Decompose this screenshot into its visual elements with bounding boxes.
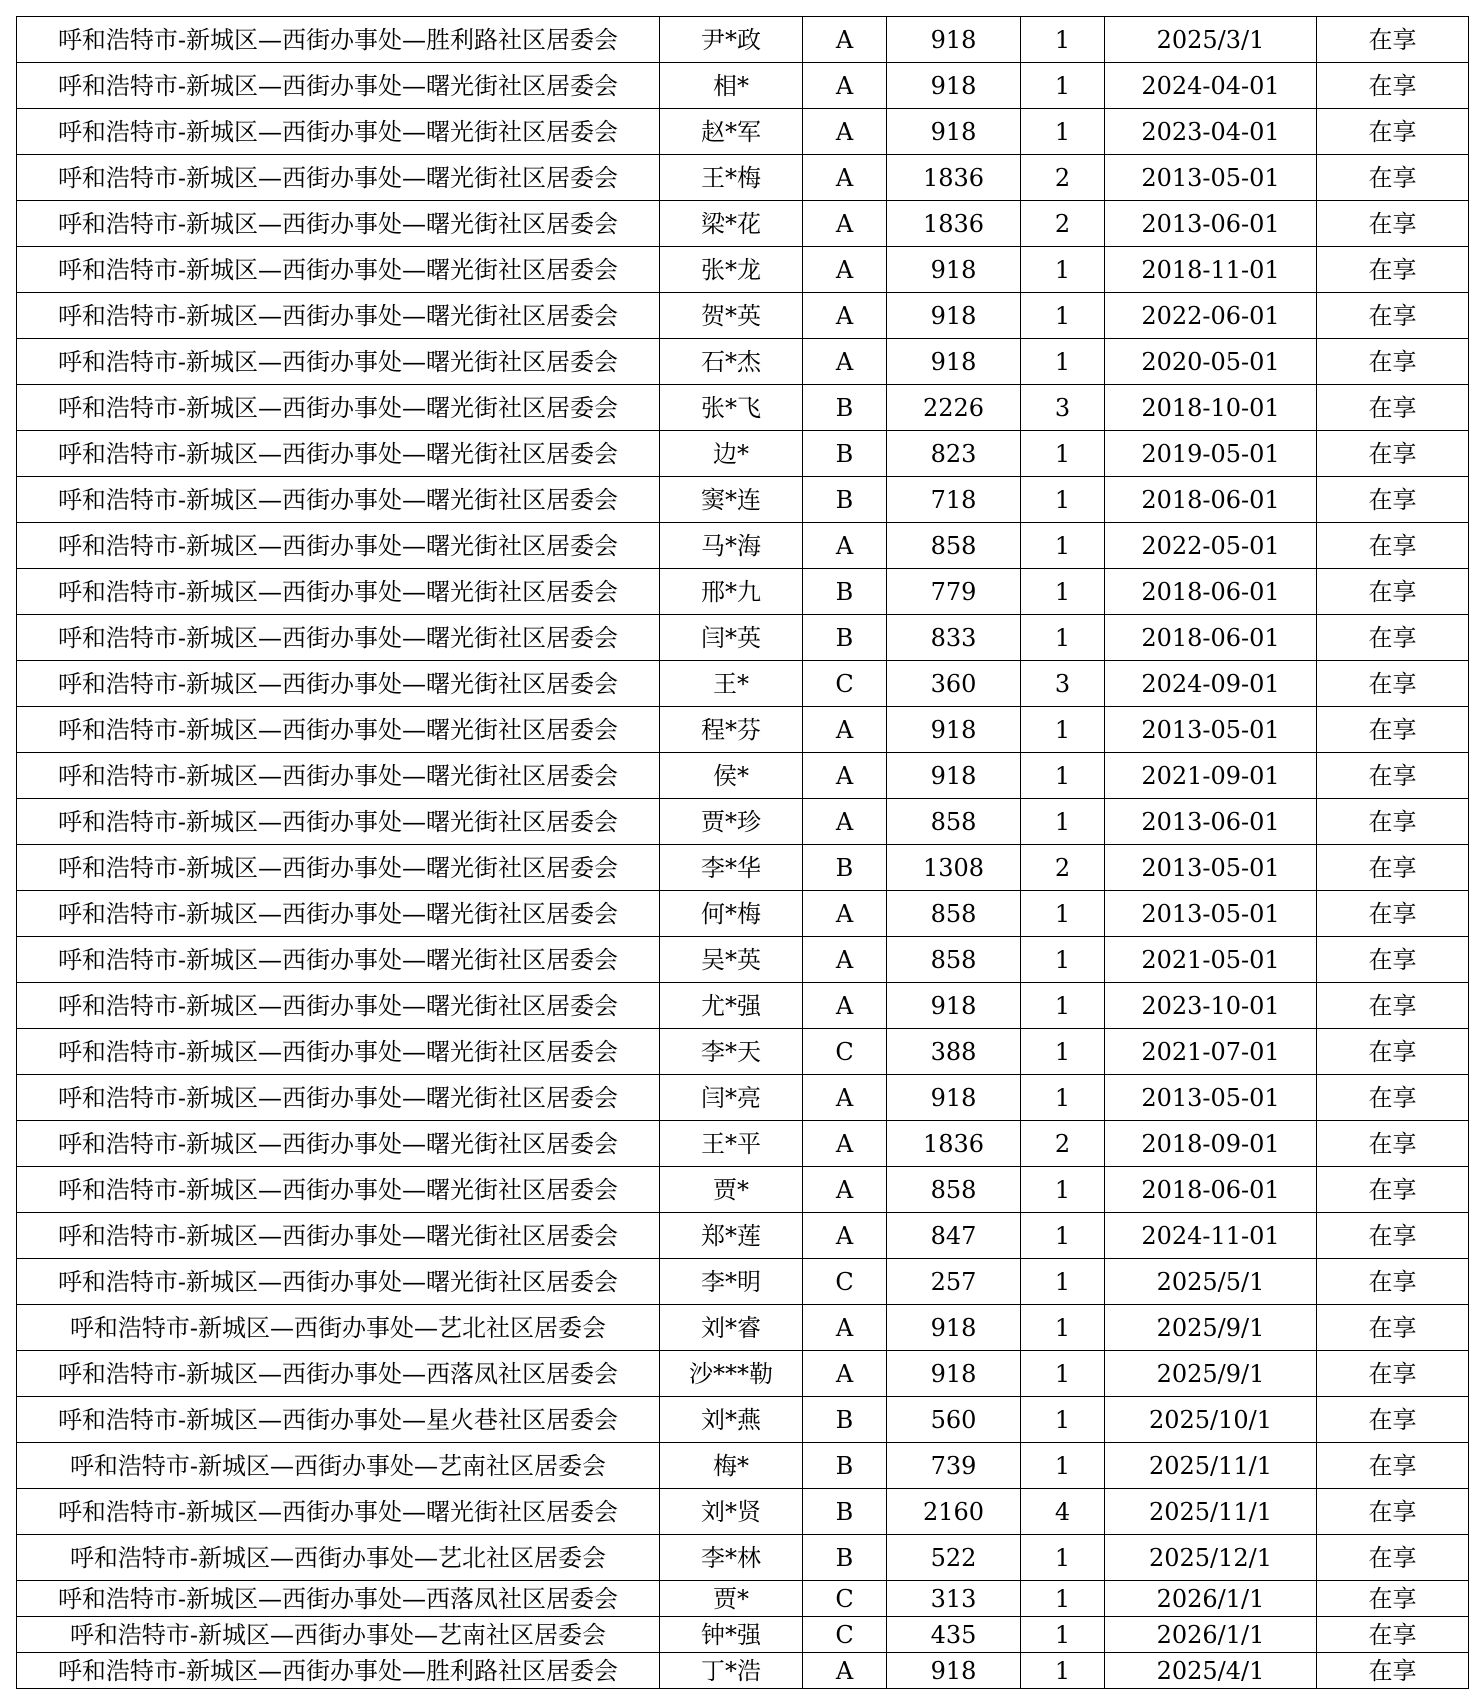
table-row xyxy=(17,1535,1469,1581)
status-cell: 在享 xyxy=(1317,1121,1469,1167)
level-cell: B xyxy=(803,1443,887,1489)
count-cell: 2 xyxy=(1021,845,1105,891)
amount-cell: 858 xyxy=(887,1167,1021,1213)
org-cell: 呼和浩特市-新城区—西街办事处—曙光街社区居委会 xyxy=(17,1259,660,1305)
date-cell: 2021-07-01 xyxy=(1105,1029,1317,1075)
amount-cell: 918 xyxy=(887,293,1021,339)
status-cell: 在享 xyxy=(1317,1535,1469,1581)
amount-cell: 1836 xyxy=(887,201,1021,247)
date-cell: 2013-05-01 xyxy=(1105,1075,1317,1121)
date-cell: 2018-06-01 xyxy=(1105,569,1317,615)
status-cell: 在享 xyxy=(1317,155,1469,201)
name-cell: 梁*花 xyxy=(660,201,803,247)
amount-cell: 2226 xyxy=(887,385,1021,431)
date-cell: 2013-05-01 xyxy=(1105,155,1317,201)
level-cell: A xyxy=(803,293,887,339)
org-cell: 呼和浩特市-新城区—西街办事处—曙光街社区居委会 xyxy=(17,477,660,523)
amount-cell: 918 xyxy=(887,63,1021,109)
table-row xyxy=(17,1653,1469,1689)
date-cell: 2025/3/1 xyxy=(1105,17,1317,63)
name-cell: 张*飞 xyxy=(660,385,803,431)
count-cell: 1 xyxy=(1021,431,1105,477)
count-cell: 1 xyxy=(1021,1167,1105,1213)
table-row xyxy=(17,155,1469,201)
amount-cell: 918 xyxy=(887,753,1021,799)
amount-cell: 918 xyxy=(887,17,1021,63)
level-cell: A xyxy=(803,707,887,753)
table-row xyxy=(17,1259,1469,1305)
level-cell: B xyxy=(803,569,887,615)
org-cell: 呼和浩特市-新城区—西街办事处—曙光街社区居委会 xyxy=(17,247,660,293)
date-cell: 2025/9/1 xyxy=(1105,1305,1317,1351)
org-cell: 呼和浩特市-新城区—西街办事处—曙光街社区居委会 xyxy=(17,891,660,937)
org-cell: 呼和浩特市-新城区—西街办事处—曙光街社区居委会 xyxy=(17,615,660,661)
table-row xyxy=(17,1167,1469,1213)
date-cell: 2018-06-01 xyxy=(1105,615,1317,661)
org-cell: 呼和浩特市-新城区—西街办事处—艺南社区居委会 xyxy=(17,1617,660,1653)
status-cell: 在享 xyxy=(1317,385,1469,431)
name-cell: 闫*英 xyxy=(660,615,803,661)
amount-cell: 847 xyxy=(887,1213,1021,1259)
count-cell: 2 xyxy=(1021,155,1105,201)
status-cell: 在享 xyxy=(1317,1259,1469,1305)
count-cell: 1 xyxy=(1021,1351,1105,1397)
status-cell: 在享 xyxy=(1317,937,1469,983)
level-cell: A xyxy=(803,155,887,201)
amount-cell: 918 xyxy=(887,339,1021,385)
status-cell: 在享 xyxy=(1317,201,1469,247)
status-cell: 在享 xyxy=(1317,1397,1469,1443)
status-cell: 在享 xyxy=(1317,339,1469,385)
status-cell: 在享 xyxy=(1317,845,1469,891)
org-cell: 呼和浩特市-新城区—西街办事处—西落凤社区居委会 xyxy=(17,1581,660,1617)
level-cell: A xyxy=(803,1653,887,1689)
org-cell: 呼和浩特市-新城区—西街办事处—曙光街社区居委会 xyxy=(17,1121,660,1167)
status-cell: 在享 xyxy=(1317,523,1469,569)
table-row xyxy=(17,1443,1469,1489)
status-cell: 在享 xyxy=(1317,431,1469,477)
org-cell: 呼和浩特市-新城区—西街办事处—曙光街社区居委会 xyxy=(17,1213,660,1259)
status-cell: 在享 xyxy=(1317,1029,1469,1075)
level-cell: A xyxy=(803,523,887,569)
count-cell: 1 xyxy=(1021,63,1105,109)
amount-cell: 360 xyxy=(887,661,1021,707)
table-row xyxy=(17,1489,1469,1535)
name-cell: 李*林 xyxy=(660,1535,803,1581)
count-cell: 1 xyxy=(1021,109,1105,155)
level-cell: B xyxy=(803,477,887,523)
name-cell: 窦*连 xyxy=(660,477,803,523)
date-cell: 2024-11-01 xyxy=(1105,1213,1317,1259)
count-cell: 1 xyxy=(1021,339,1105,385)
level-cell: C xyxy=(803,661,887,707)
amount-cell: 918 xyxy=(887,707,1021,753)
org-cell: 呼和浩特市-新城区—西街办事处—曙光街社区居委会 xyxy=(17,523,660,569)
table-row xyxy=(17,293,1469,339)
name-cell: 刘*贤 xyxy=(660,1489,803,1535)
org-cell: 呼和浩特市-新城区—西街办事处—曙光街社区居委会 xyxy=(17,707,660,753)
org-cell: 呼和浩特市-新城区—西街办事处—曙光街社区居委会 xyxy=(17,339,660,385)
name-cell: 钟*强 xyxy=(660,1617,803,1653)
table-row xyxy=(17,201,1469,247)
amount-cell: 739 xyxy=(887,1443,1021,1489)
date-cell: 2023-10-01 xyxy=(1105,983,1317,1029)
date-cell: 2026/1/1 xyxy=(1105,1581,1317,1617)
name-cell: 邢*九 xyxy=(660,569,803,615)
table-row xyxy=(17,1397,1469,1443)
org-cell: 呼和浩特市-新城区—西街办事处—曙光街社区居委会 xyxy=(17,569,660,615)
table-row xyxy=(17,845,1469,891)
level-cell: A xyxy=(803,983,887,1029)
date-cell: 2021-05-01 xyxy=(1105,937,1317,983)
status-cell: 在享 xyxy=(1317,1351,1469,1397)
table-row xyxy=(17,615,1469,661)
org-cell: 呼和浩特市-新城区—西街办事处—曙光街社区居委会 xyxy=(17,799,660,845)
name-cell: 郑*莲 xyxy=(660,1213,803,1259)
name-cell: 马*海 xyxy=(660,523,803,569)
date-cell: 2025/11/1 xyxy=(1105,1443,1317,1489)
amount-cell: 1308 xyxy=(887,845,1021,891)
date-cell: 2025/11/1 xyxy=(1105,1489,1317,1535)
org-cell: 呼和浩特市-新城区—西街办事处—艺北社区居委会 xyxy=(17,1305,660,1351)
status-cell: 在享 xyxy=(1317,1167,1469,1213)
table-row xyxy=(17,1351,1469,1397)
level-cell: A xyxy=(803,1351,887,1397)
table-row xyxy=(17,1121,1469,1167)
level-cell: B xyxy=(803,1535,887,1581)
level-cell: A xyxy=(803,1213,887,1259)
org-cell: 呼和浩特市-新城区—西街办事处—曙光街社区居委会 xyxy=(17,293,660,339)
status-cell: 在享 xyxy=(1317,1653,1469,1689)
count-cell: 1 xyxy=(1021,1397,1105,1443)
date-cell: 2018-11-01 xyxy=(1105,247,1317,293)
org-cell: 呼和浩特市-新城区—西街办事处—曙光街社区居委会 xyxy=(17,937,660,983)
records-table xyxy=(16,16,1469,1689)
table-row xyxy=(17,569,1469,615)
count-cell: 1 xyxy=(1021,1617,1105,1653)
amount-cell: 718 xyxy=(887,477,1021,523)
table-row xyxy=(17,477,1469,523)
count-cell: 1 xyxy=(1021,937,1105,983)
date-cell: 2022-06-01 xyxy=(1105,293,1317,339)
org-cell: 呼和浩特市-新城区—西街办事处—曙光街社区居委会 xyxy=(17,63,660,109)
table-row xyxy=(17,63,1469,109)
count-cell: 1 xyxy=(1021,707,1105,753)
date-cell: 2020-05-01 xyxy=(1105,339,1317,385)
name-cell: 边* xyxy=(660,431,803,477)
amount-cell: 560 xyxy=(887,1397,1021,1443)
amount-cell: 313 xyxy=(887,1581,1021,1617)
level-cell: B xyxy=(803,385,887,431)
amount-cell: 388 xyxy=(887,1029,1021,1075)
org-cell: 呼和浩特市-新城区—西街办事处—曙光街社区居委会 xyxy=(17,845,660,891)
date-cell: 2018-09-01 xyxy=(1105,1121,1317,1167)
level-cell: B xyxy=(803,1397,887,1443)
table-row xyxy=(17,1029,1469,1075)
table-row xyxy=(17,1213,1469,1259)
status-cell: 在享 xyxy=(1317,1617,1469,1653)
count-cell: 3 xyxy=(1021,661,1105,707)
name-cell: 王* xyxy=(660,661,803,707)
count-cell: 1 xyxy=(1021,477,1105,523)
name-cell: 尹*政 xyxy=(660,17,803,63)
date-cell: 2013-06-01 xyxy=(1105,201,1317,247)
amount-cell: 918 xyxy=(887,983,1021,1029)
table-row xyxy=(17,1617,1469,1653)
date-cell: 2025/10/1 xyxy=(1105,1397,1317,1443)
name-cell: 刘*睿 xyxy=(660,1305,803,1351)
count-cell: 1 xyxy=(1021,1029,1105,1075)
name-cell: 梅* xyxy=(660,1443,803,1489)
status-cell: 在享 xyxy=(1317,983,1469,1029)
status-cell: 在享 xyxy=(1317,1305,1469,1351)
org-cell: 呼和浩特市-新城区—西街办事处—曙光街社区居委会 xyxy=(17,385,660,431)
org-cell: 呼和浩特市-新城区—西街办事处—曙光街社区居委会 xyxy=(17,1075,660,1121)
org-cell: 呼和浩特市-新城区—西街办事处—曙光街社区居委会 xyxy=(17,201,660,247)
count-cell: 1 xyxy=(1021,1535,1105,1581)
name-cell: 贺*英 xyxy=(660,293,803,339)
count-cell: 1 xyxy=(1021,1581,1105,1617)
status-cell: 在享 xyxy=(1317,569,1469,615)
date-cell: 2025/4/1 xyxy=(1105,1653,1317,1689)
org-cell: 呼和浩特市-新城区—西街办事处—艺南社区居委会 xyxy=(17,1443,660,1489)
amount-cell: 858 xyxy=(887,799,1021,845)
amount-cell: 918 xyxy=(887,1075,1021,1121)
amount-cell: 918 xyxy=(887,1653,1021,1689)
org-cell: 呼和浩特市-新城区—西街办事处—曙光街社区居委会 xyxy=(17,983,660,1029)
status-cell: 在享 xyxy=(1317,753,1469,799)
count-cell: 1 xyxy=(1021,247,1105,293)
table-row xyxy=(17,339,1469,385)
table-row xyxy=(17,799,1469,845)
amount-cell: 918 xyxy=(887,1351,1021,1397)
table-row xyxy=(17,1581,1469,1617)
org-cell: 呼和浩特市-新城区—西街办事处—曙光街社区居委会 xyxy=(17,753,660,799)
date-cell: 2013-05-01 xyxy=(1105,891,1317,937)
count-cell: 1 xyxy=(1021,1213,1105,1259)
name-cell: 王*平 xyxy=(660,1121,803,1167)
level-cell: A xyxy=(803,201,887,247)
date-cell: 2023-04-01 xyxy=(1105,109,1317,155)
level-cell: B xyxy=(803,431,887,477)
status-cell: 在享 xyxy=(1317,891,1469,937)
date-cell: 2013-05-01 xyxy=(1105,845,1317,891)
table-row xyxy=(17,109,1469,155)
name-cell: 闫*亮 xyxy=(660,1075,803,1121)
name-cell: 尤*强 xyxy=(660,983,803,1029)
date-cell: 2026/1/1 xyxy=(1105,1617,1317,1653)
level-cell: A xyxy=(803,247,887,293)
count-cell: 2 xyxy=(1021,201,1105,247)
records-body xyxy=(17,17,1469,1689)
name-cell: 丁*浩 xyxy=(660,1653,803,1689)
count-cell: 1 xyxy=(1021,17,1105,63)
amount-cell: 858 xyxy=(887,523,1021,569)
org-cell: 呼和浩特市-新城区—西街办事处—曙光街社区居委会 xyxy=(17,431,660,477)
name-cell: 王*梅 xyxy=(660,155,803,201)
org-cell: 呼和浩特市-新城区—西街办事处—曙光街社区居委会 xyxy=(17,1029,660,1075)
count-cell: 3 xyxy=(1021,385,1105,431)
count-cell: 1 xyxy=(1021,891,1105,937)
level-cell: A xyxy=(803,937,887,983)
level-cell: A xyxy=(803,1167,887,1213)
amount-cell: 2160 xyxy=(887,1489,1021,1535)
level-cell: A xyxy=(803,891,887,937)
count-cell: 1 xyxy=(1021,293,1105,339)
level-cell: A xyxy=(803,799,887,845)
date-cell: 2013-05-01 xyxy=(1105,707,1317,753)
status-cell: 在享 xyxy=(1317,1489,1469,1535)
table-row xyxy=(17,937,1469,983)
count-cell: 1 xyxy=(1021,1653,1105,1689)
date-cell: 2019-05-01 xyxy=(1105,431,1317,477)
org-cell: 呼和浩特市-新城区—西街办事处—胜利路社区居委会 xyxy=(17,1653,660,1689)
count-cell: 1 xyxy=(1021,753,1105,799)
table-row xyxy=(17,1305,1469,1351)
name-cell: 贾* xyxy=(660,1167,803,1213)
date-cell: 2018-06-01 xyxy=(1105,477,1317,523)
amount-cell: 858 xyxy=(887,891,1021,937)
level-cell: A xyxy=(803,1305,887,1351)
amount-cell: 1836 xyxy=(887,1121,1021,1167)
amount-cell: 833 xyxy=(887,615,1021,661)
level-cell: A xyxy=(803,339,887,385)
status-cell: 在享 xyxy=(1317,63,1469,109)
amount-cell: 522 xyxy=(887,1535,1021,1581)
table-row xyxy=(17,247,1469,293)
status-cell: 在享 xyxy=(1317,707,1469,753)
org-cell: 呼和浩特市-新城区—西街办事处—曙光街社区居委会 xyxy=(17,109,660,155)
level-cell: B xyxy=(803,615,887,661)
date-cell: 2025/9/1 xyxy=(1105,1351,1317,1397)
level-cell: A xyxy=(803,17,887,63)
count-cell: 1 xyxy=(1021,569,1105,615)
level-cell: A xyxy=(803,63,887,109)
status-cell: 在享 xyxy=(1317,17,1469,63)
table-row xyxy=(17,753,1469,799)
name-cell: 李*天 xyxy=(660,1029,803,1075)
level-cell: A xyxy=(803,1075,887,1121)
status-cell: 在享 xyxy=(1317,1443,1469,1489)
count-cell: 4 xyxy=(1021,1489,1105,1535)
date-cell: 2025/5/1 xyxy=(1105,1259,1317,1305)
amount-cell: 918 xyxy=(887,1305,1021,1351)
name-cell: 李*华 xyxy=(660,845,803,891)
count-cell: 1 xyxy=(1021,1443,1105,1489)
date-cell: 2018-06-01 xyxy=(1105,1167,1317,1213)
count-cell: 1 xyxy=(1021,1075,1105,1121)
table-row xyxy=(17,707,1469,753)
table-row xyxy=(17,1075,1469,1121)
name-cell: 李*明 xyxy=(660,1259,803,1305)
level-cell: A xyxy=(803,753,887,799)
date-cell: 2024-09-01 xyxy=(1105,661,1317,707)
name-cell: 刘*燕 xyxy=(660,1397,803,1443)
count-cell: 2 xyxy=(1021,1121,1105,1167)
count-cell: 1 xyxy=(1021,1305,1105,1351)
level-cell: B xyxy=(803,845,887,891)
name-cell: 吴*英 xyxy=(660,937,803,983)
table-row xyxy=(17,983,1469,1029)
name-cell: 相* xyxy=(660,63,803,109)
status-cell: 在享 xyxy=(1317,615,1469,661)
count-cell: 1 xyxy=(1021,523,1105,569)
amount-cell: 257 xyxy=(887,1259,1021,1305)
org-cell: 呼和浩特市-新城区—西街办事处—星火巷社区居委会 xyxy=(17,1397,660,1443)
name-cell: 贾* xyxy=(660,1581,803,1617)
date-cell: 2024-04-01 xyxy=(1105,63,1317,109)
amount-cell: 858 xyxy=(887,937,1021,983)
date-cell: 2025/12/1 xyxy=(1105,1535,1317,1581)
table-row xyxy=(17,17,1469,63)
status-cell: 在享 xyxy=(1317,661,1469,707)
name-cell: 张*龙 xyxy=(660,247,803,293)
org-cell: 呼和浩特市-新城区—西街办事处—曙光街社区居委会 xyxy=(17,1489,660,1535)
table-row xyxy=(17,523,1469,569)
name-cell: 程*芬 xyxy=(660,707,803,753)
status-cell: 在享 xyxy=(1317,1581,1469,1617)
status-cell: 在享 xyxy=(1317,1213,1469,1259)
table-row xyxy=(17,431,1469,477)
level-cell: C xyxy=(803,1581,887,1617)
amount-cell: 918 xyxy=(887,109,1021,155)
table-row xyxy=(17,891,1469,937)
amount-cell: 435 xyxy=(887,1617,1021,1653)
name-cell: 石*杰 xyxy=(660,339,803,385)
level-cell: B xyxy=(803,1489,887,1535)
level-cell: C xyxy=(803,1259,887,1305)
amount-cell: 918 xyxy=(887,247,1021,293)
org-cell: 呼和浩特市-新城区—西街办事处—曙光街社区居委会 xyxy=(17,1167,660,1213)
level-cell: C xyxy=(803,1029,887,1075)
name-cell: 何*梅 xyxy=(660,891,803,937)
date-cell: 2022-05-01 xyxy=(1105,523,1317,569)
org-cell: 呼和浩特市-新城区—西街办事处—胜利路社区居委会 xyxy=(17,17,660,63)
org-cell: 呼和浩特市-新城区—西街办事处—西落凤社区居委会 xyxy=(17,1351,660,1397)
status-cell: 在享 xyxy=(1317,247,1469,293)
org-cell: 呼和浩特市-新城区—西街办事处—曙光街社区居委会 xyxy=(17,661,660,707)
status-cell: 在享 xyxy=(1317,293,1469,339)
amount-cell: 779 xyxy=(887,569,1021,615)
name-cell: 贾*珍 xyxy=(660,799,803,845)
status-cell: 在享 xyxy=(1317,477,1469,523)
amount-cell: 823 xyxy=(887,431,1021,477)
count-cell: 1 xyxy=(1021,799,1105,845)
level-cell: C xyxy=(803,1617,887,1653)
name-cell: 沙***勒 xyxy=(660,1351,803,1397)
count-cell: 1 xyxy=(1021,615,1105,661)
name-cell: 赵*军 xyxy=(660,109,803,155)
count-cell: 1 xyxy=(1021,1259,1105,1305)
date-cell: 2021-09-01 xyxy=(1105,753,1317,799)
amount-cell: 1836 xyxy=(887,155,1021,201)
status-cell: 在享 xyxy=(1317,799,1469,845)
date-cell: 2013-06-01 xyxy=(1105,799,1317,845)
level-cell: A xyxy=(803,109,887,155)
count-cell: 1 xyxy=(1021,983,1105,1029)
org-cell: 呼和浩特市-新城区—西街办事处—曙光街社区居委会 xyxy=(17,155,660,201)
status-cell: 在享 xyxy=(1317,1075,1469,1121)
status-cell: 在享 xyxy=(1317,109,1469,155)
date-cell: 2018-10-01 xyxy=(1105,385,1317,431)
org-cell: 呼和浩特市-新城区—西街办事处—艺北社区居委会 xyxy=(17,1535,660,1581)
table-row xyxy=(17,385,1469,431)
level-cell: A xyxy=(803,1121,887,1167)
table-row xyxy=(17,661,1469,707)
name-cell: 侯* xyxy=(660,753,803,799)
